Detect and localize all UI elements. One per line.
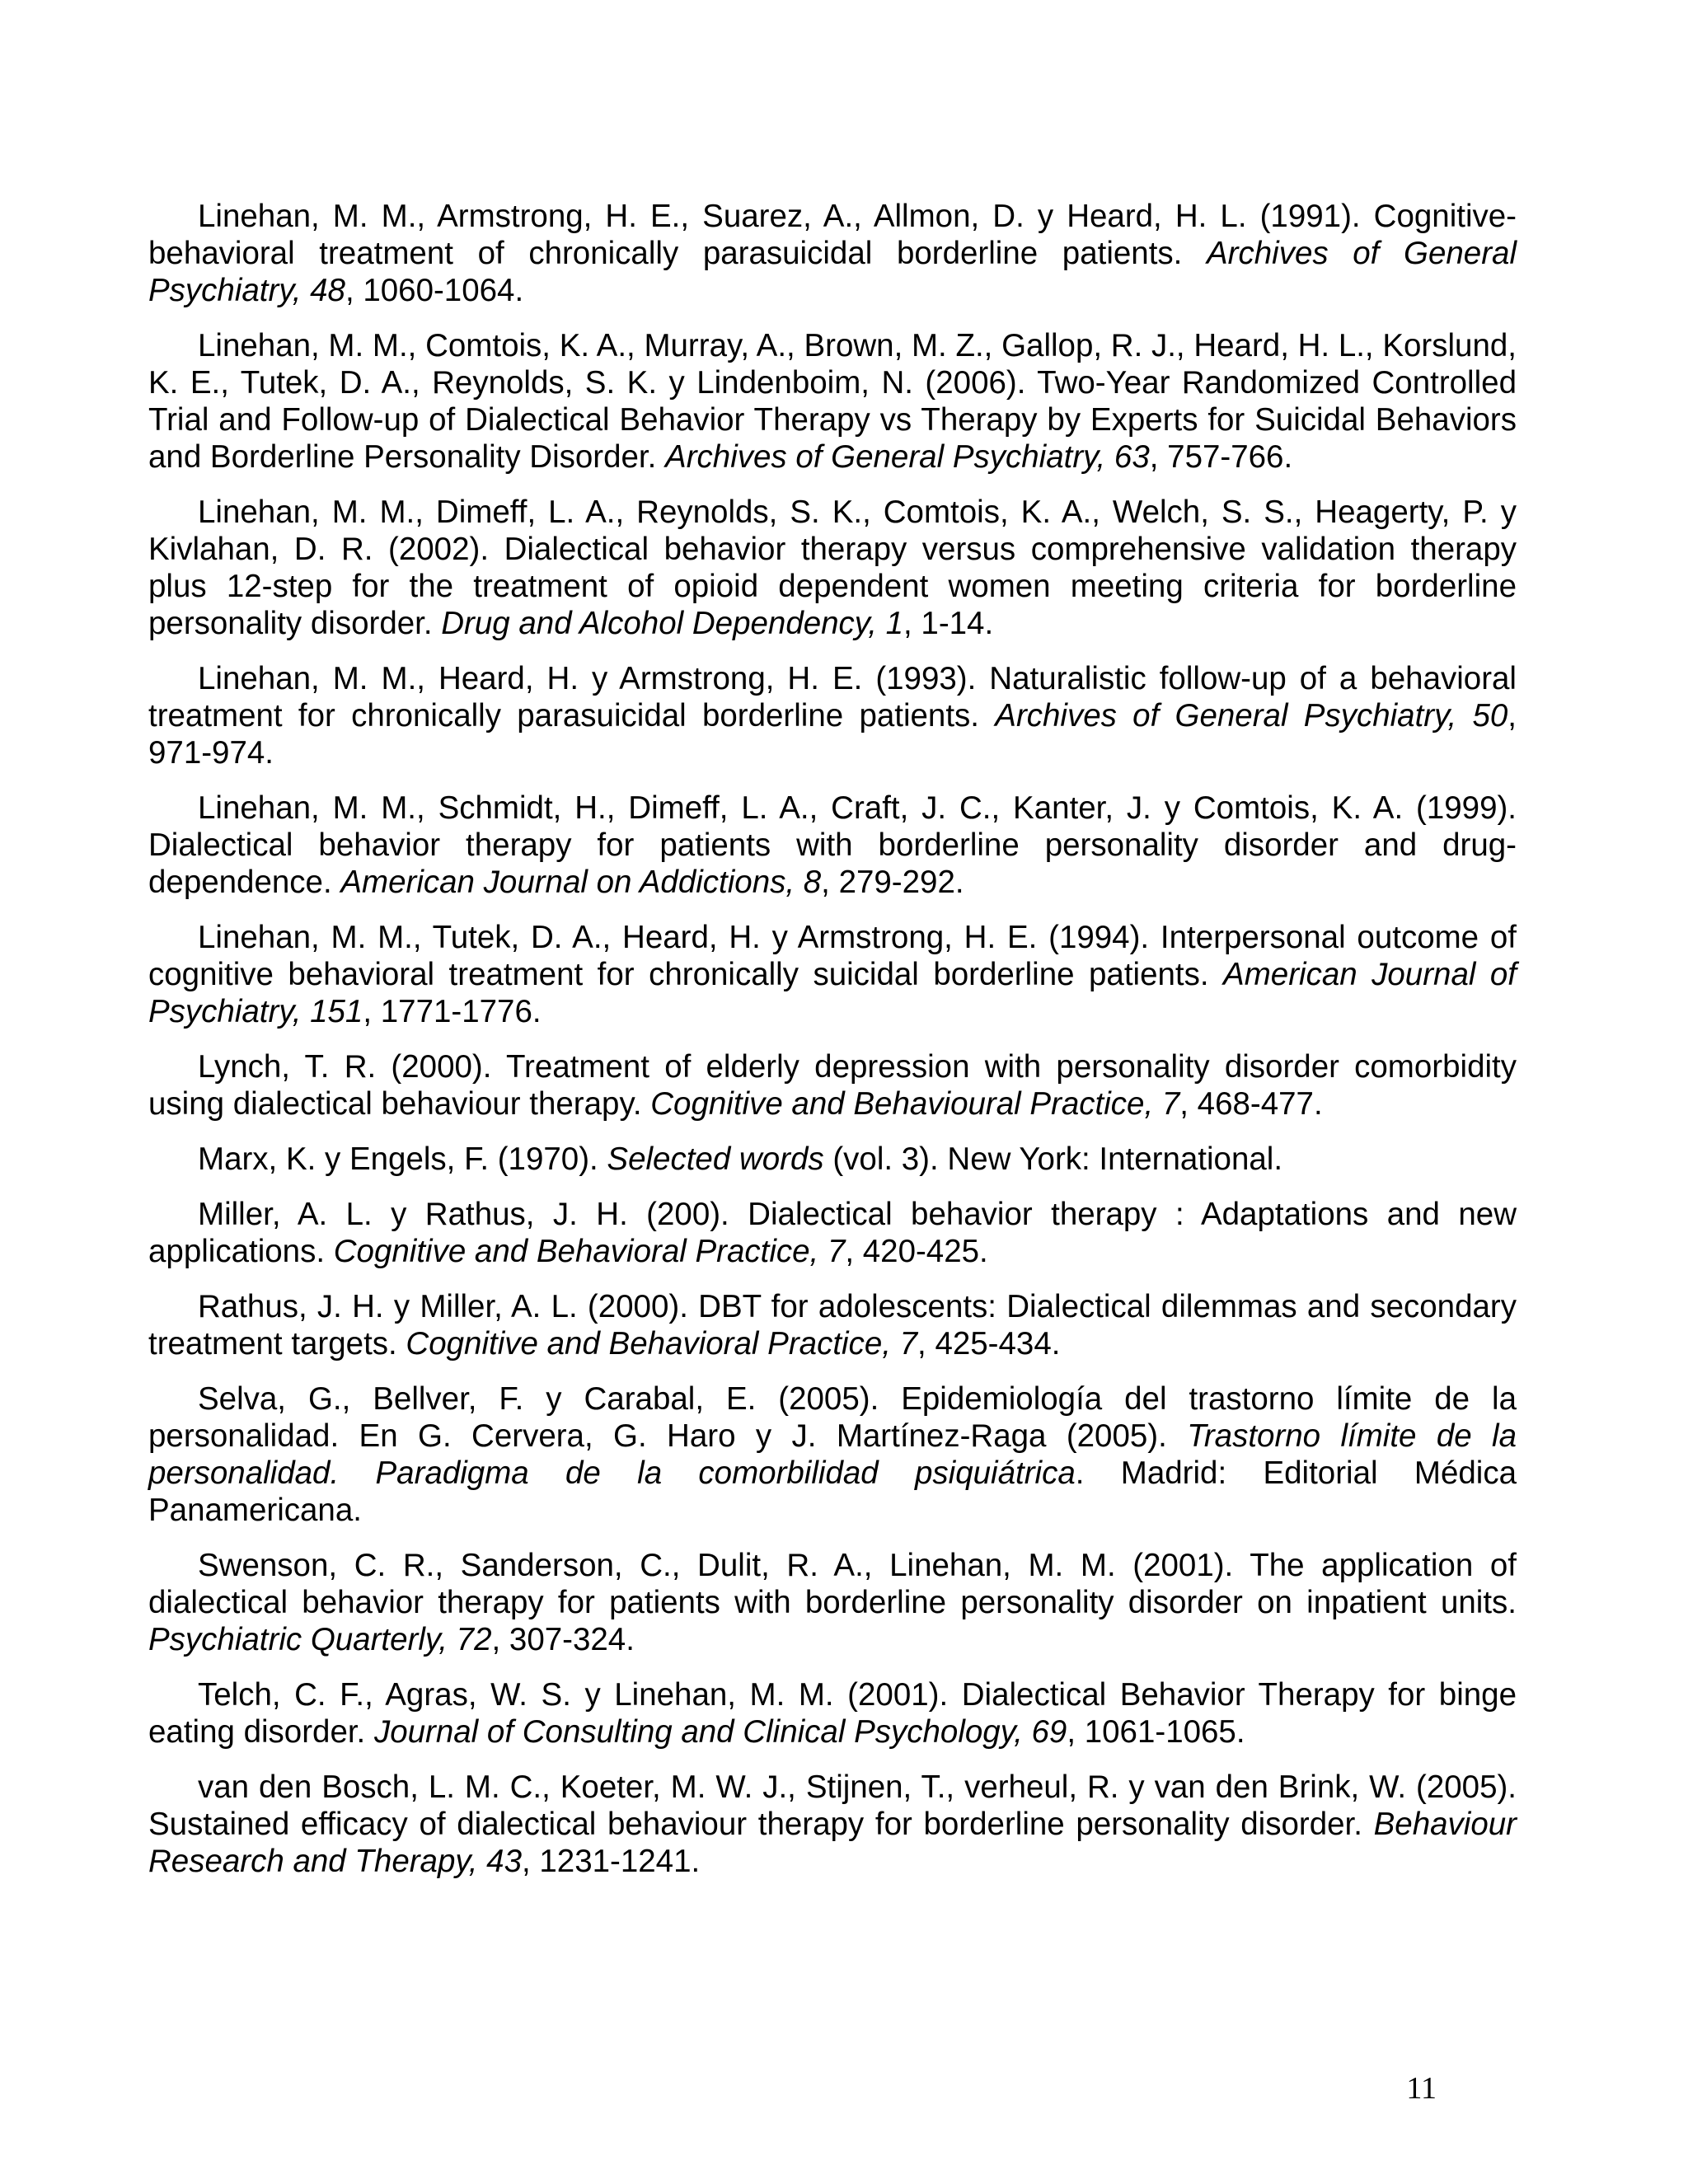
reference-text: Linehan, M. M., Comtois, K. A., Murray, A., Brown, M. Z., Gallop, R. J., Heard, H. L., Korslund, K. E., Tutek, D. A., Reynolds, S. K. y Lindenboim, N. (2006). Two-Year Randomized Controlled Trial and Follow-up of Dialectical Behavior Therapy vs Therapy by Experts for Suicidal Behaviors and Borderline Personality Disorder. — [148, 328, 1517, 475]
reference-entry — [148, 327, 1517, 476]
reference-source: American Journal of Psychiatry, 151 — [148, 957, 1517, 1029]
reference-entry — [148, 790, 1517, 901]
reference-source: Cognitive and Behavioural Practice, 7 — [650, 1086, 1180, 1122]
reference-pages: , 425-434. — [917, 1326, 1061, 1361]
reference-text: Linehan, M. M., Armstrong, H. E., Suarez, A., Allmon, D. y Heard, H. L. (1991). Cognitive-behavioral treatment of chronically parasuicidal borderline patients. — [148, 199, 1517, 271]
reference-text: Miller, A. L. y Rathus, J. H. (200). Dialectical behavior therapy : Adaptations and new applications. — [148, 1197, 1517, 1269]
reference-source: Drug and Alcohol Dependency, 1 — [441, 606, 904, 641]
reference-entry — [148, 1196, 1517, 1270]
reference-entry — [148, 198, 1517, 309]
reference-pages: (vol. 3). New York: International. — [823, 1141, 1283, 1177]
reference-entry — [148, 1547, 1517, 1658]
reference-entry — [148, 1048, 1517, 1122]
reference-text: Linehan, M. M., Heard, H. y Armstrong, H. E. (1993). Naturalistic follow-up of a behavioral treatment for chronically parasuicidal borderline patients. — [148, 661, 1517, 733]
reference-pages: , 1231-1241. — [522, 1844, 701, 1879]
reference-entry — [148, 1380, 1517, 1529]
reference-entry — [148, 1676, 1517, 1750]
reference-pages: , 307-324. — [491, 1622, 635, 1657]
reference-text: Selva, G., Bellver, F. y Carabal, E. (2005). Epidemiología del trastorno límite de la personalidad. En G. Cervera, G. Haro y J. Martínez-Raga (2005). — [148, 1381, 1517, 1454]
reference-pages: , 1060-1064. — [345, 273, 524, 308]
reference-text: van den Bosch, L. M. C., Koeter, M. W. J., Stijnen, T., verheul, R. y van den Brink, W. (2005). Sustained efficacy of dialectical behaviour therapy for borderline personality disorder. — [148, 1769, 1517, 1842]
reference-source: Archives of General Psychiatry, 63 — [665, 439, 1150, 475]
reference-source: Trastorno límite de la personalidad. Paradigma de la comorbilidad psiquiátrica — [148, 1418, 1517, 1491]
reference-text: Linehan, M. M., Dimeff, L. A., Reynolds, S. K., Comtois, K. A., Welch, S. S., Heagerty, P. y Kivlahan, D. R. (2002). Dialectical behavior therapy versus comprehensive validation therapy plus 12-step for the treatment of opioid dependent women meeting criteria for borderline personality disorder. — [148, 494, 1517, 641]
reference-pages: , 468-477. — [1179, 1086, 1323, 1122]
reference-entry — [148, 1769, 1517, 1880]
page-number: 11 — [1406, 2071, 1437, 2106]
reference-entry — [148, 660, 1517, 771]
reference-pages: , 420-425. — [845, 1234, 988, 1269]
reference-source: Archives of General Psychiatry, 50 — [995, 698, 1508, 733]
reference-text: Linehan, M. M., Tutek, D. A., Heard, H. y Armstrong, H. E. (1994). Interpersonal outcome of cognitive behavioral treatment for chronically suicidal borderline patients. — [148, 920, 1517, 992]
reference-entry — [148, 1141, 1517, 1178]
reference-source: Cognitive and Behavioral Practice, 7 — [406, 1326, 918, 1361]
reference-pages: , 279-292. — [821, 865, 964, 900]
reference-text: Rathus, J. H. y Miller, A. L. (2000). DBT for adolescents: Dialectical dilemmas and secondary treatment targets. — [148, 1289, 1517, 1361]
reference-pages: , 971-974. — [148, 698, 1517, 771]
reference-source: Archives of General Psychiatry, 48 — [148, 236, 1517, 308]
reference-source: Cognitive and Behavioral Practice, 7 — [333, 1234, 846, 1269]
reference-source: Journal of Consulting and Clinical Psychology, 69 — [373, 1714, 1067, 1750]
reference-entry — [148, 494, 1517, 642]
reference-text: Telch, C. F., Agras, W. S. y Linehan, M. M. (2001). Dialectical Behavior Therapy for binge eating disorder. — [148, 1677, 1517, 1750]
reference-pages: . Madrid: Editorial Médica Panamericana. — [148, 1455, 1517, 1528]
reference-pages: , 1061-1065. — [1067, 1714, 1245, 1750]
reference-pages: , 1-14. — [903, 606, 994, 641]
reference-pages: , 757-766. — [1149, 439, 1293, 475]
reference-text: Linehan, M. M., Schmidt, H., Dimeff, L. A., Craft, J. C., Kanter, J. y Comtois, K. A. (1999). Dialectical behavior therapy for patients with borderline personality disorder and drug-dependence. — [148, 790, 1517, 900]
reference-text: Swenson, C. R., Sanderson, C., Dulit, R. A., Linehan, M. M. (2001). The application of dialectical behavior therapy for patients with borderline personality disorder on inpatient units. — [148, 1548, 1517, 1620]
reference-source: American Journal on Addictions, 8 — [340, 865, 822, 900]
reference-list — [148, 198, 1517, 1898]
reference-text: Marx, K. y Engels, F. (1970). — [198, 1141, 607, 1177]
reference-source: Selected words — [607, 1141, 824, 1177]
reference-source: Psychiatric Quarterly, 72 — [148, 1622, 492, 1657]
reference-entry — [148, 1288, 1517, 1362]
reference-source: Behaviour Research and Therapy, 43 — [148, 1807, 1517, 1879]
reference-entry — [148, 919, 1517, 1030]
reference-text: Lynch, T. R. (2000). Treatment of elderly depression with personality disorder comorbidity using dialectical behaviour therapy. — [148, 1049, 1517, 1122]
reference-pages: , 1771-1776. — [363, 994, 542, 1029]
